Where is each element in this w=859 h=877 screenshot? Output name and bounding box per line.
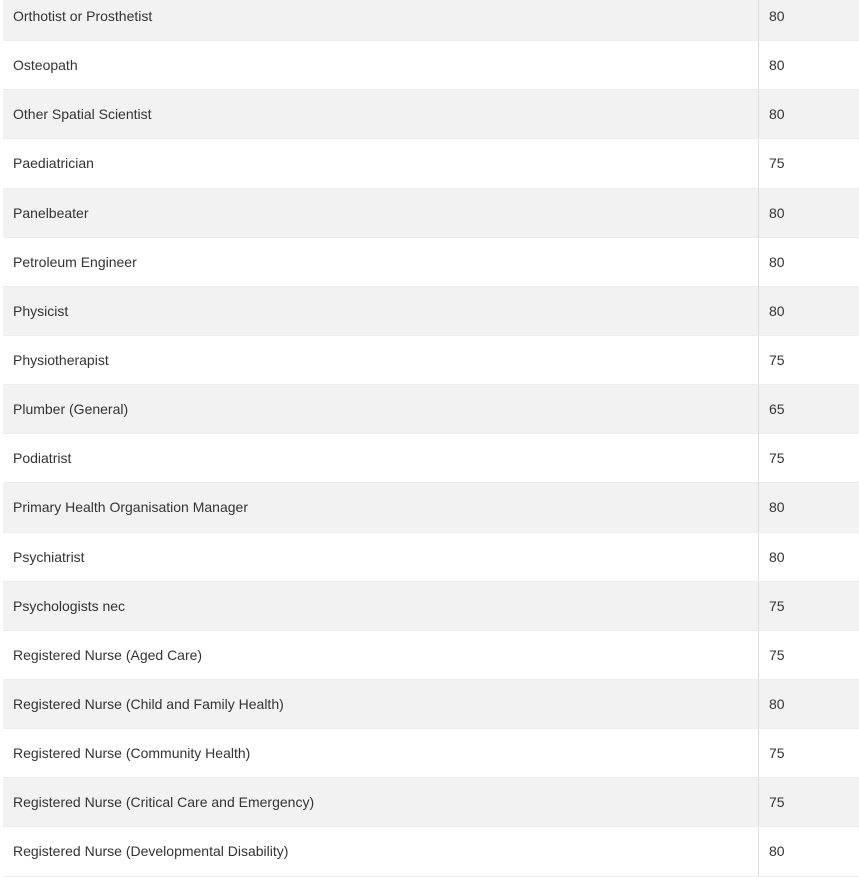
occupation-cell: Registered Nurse (Community Health) (3, 729, 759, 777)
table-row (3, 90, 859, 139)
points-cell: 80 (769, 8, 785, 25)
occupation-cell: Petroleum Engineer (3, 238, 759, 286)
table-row (3, 680, 859, 729)
occupation-cell: Psychologists nec (3, 582, 759, 630)
occupation-cell: Physiotherapist (3, 336, 759, 384)
occupation-cell: Plumber (General) (3, 385, 759, 433)
points-cell: 65 (769, 401, 785, 418)
occupation-cell: Osteopath (3, 41, 759, 89)
points-cell: 80 (769, 843, 785, 860)
points-cell: 75 (769, 646, 785, 663)
table-row (3, 189, 859, 238)
points-cell: 75 (769, 352, 785, 369)
table-row (3, 41, 859, 90)
points-cell: 80 (769, 302, 785, 319)
table-row (3, 336, 859, 385)
occupation-cell: Other Spatial Scientist (3, 90, 759, 138)
table-row (3, 0, 859, 41)
occupation-cell: Registered Nurse (Aged Care) (3, 631, 759, 679)
occupation-cell: Physicist (3, 287, 759, 335)
table-row (3, 139, 859, 188)
table-row (3, 238, 859, 287)
occupation-cell: Registered Nurse (Child and Family Health) (3, 680, 759, 728)
table-row (3, 631, 859, 680)
occupation-points-table (3, 0, 859, 877)
table-row (3, 483, 859, 532)
table-row (3, 827, 859, 876)
table-row (3, 582, 859, 631)
table-row (3, 533, 859, 582)
points-cell: 80 (769, 204, 785, 221)
occupation-cell: Registered Nurse (Critical Care and Emergency) (3, 778, 759, 826)
points-cell: 75 (769, 597, 785, 614)
occupation-cell: Panelbeater (3, 189, 759, 237)
table-row (3, 729, 859, 778)
points-cell: 80 (769, 57, 785, 74)
table-row (3, 434, 859, 483)
occupation-cell: Registered Nurse (Developmental Disability) (3, 827, 759, 875)
points-cell: 80 (769, 499, 785, 516)
occupation-cell: Psychiatrist (3, 533, 759, 581)
table-row (3, 778, 859, 827)
points-cell: 80 (769, 548, 785, 565)
points-cell: 75 (769, 794, 785, 811)
occupation-cell: Orthotist or Prosthetist (3, 0, 759, 40)
occupation-cell: Primary Health Organisation Manager (3, 483, 759, 531)
occupation-cell: Podiatrist (3, 434, 759, 482)
points-cell: 80 (769, 106, 785, 123)
points-cell: 75 (769, 155, 785, 172)
points-cell: 80 (769, 253, 785, 270)
table-row (3, 385, 859, 434)
points-cell: 80 (769, 696, 785, 713)
occupation-cell: Paediatrician (3, 139, 759, 187)
points-cell: 75 (769, 450, 785, 467)
table-row (3, 287, 859, 336)
points-cell: 75 (769, 745, 785, 762)
